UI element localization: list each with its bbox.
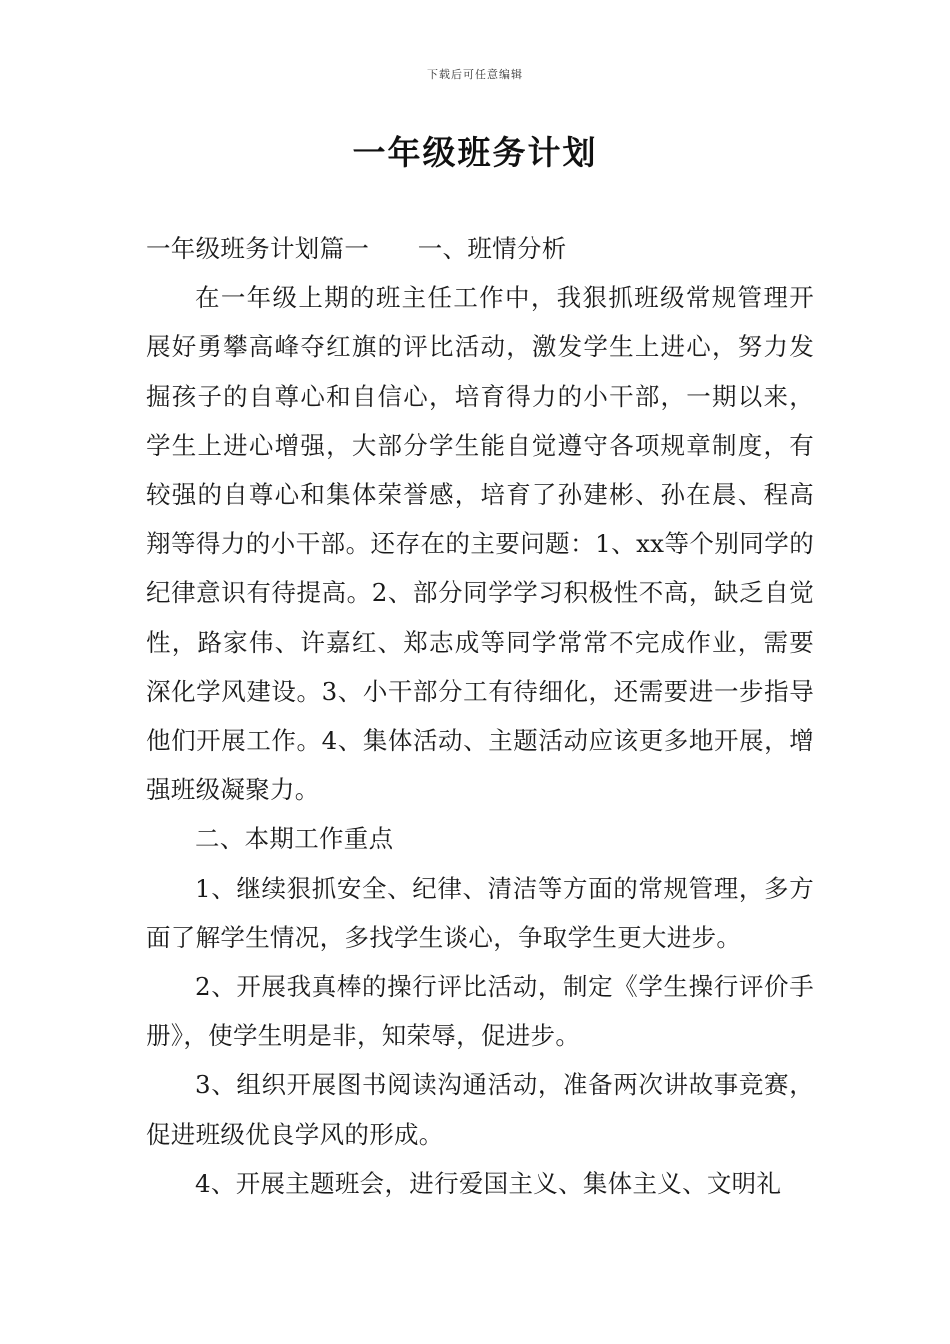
document-title: 一年级班务计划 [352, 133, 598, 172]
document-body [146, 224, 814, 1208]
paragraph-item-4: 4、开展主题班会，进行爱国主义、集体主义、文明礼 [195, 1168, 782, 1198]
page-header-note: 下载后可任意编辑 [427, 68, 523, 81]
section-heading-2: 二、本期工作重点 [195, 824, 394, 854]
paragraph-item-1: 1、继续狠抓安全、纪律、清洁等方面的常规管理，多方面了解学生情况，多找学生谈心，争取学生更大进步。 [146, 873, 814, 952]
paragraph-class-analysis: 在一年级上期的班主任工作中，我狠抓班级常规管理开展好勇攀高峰夺红旗的评比活动，激发学生上进心，努力发掘孩子的自尊心和自信心，培育得力的小干部，一期以来，学生上进心增强，大部分学生能自觉遵守各项规章制度，有较强的自尊心和集体荣誉感，培育了孙建彬、孙在晨、程高翔等得力的小干部。还存在的主要问题：1、xx等个别同学的纪律意识有待提高。2、部分同学学习积极性不高，缺乏自觉性，路家伟、许嘉红、郑志成等同学常常不完成作业，需要深化学风建设。3、小干部分工有待细化，还需要进一步指导他们开展工作。4、集体活动、主题活动应该更多地开展，增强班级凝聚力。 [146, 283, 814, 805]
intro-line [146, 224, 814, 273]
section-heading-1: 一、班情分析 [417, 234, 567, 263]
section-label: 一年级班务计划篇一 [146, 234, 370, 263]
paragraph-item-2: 2、开展我真棒的操行评比活动，制定《学生操行评价手册》，使学生明是非，知荣辱，促进步。 [146, 972, 814, 1051]
paragraph-item-3: 3、组织开展图书阅读沟通活动，准备两次讲故事竞赛，促进班级优良学风的形成。 [146, 1070, 814, 1149]
